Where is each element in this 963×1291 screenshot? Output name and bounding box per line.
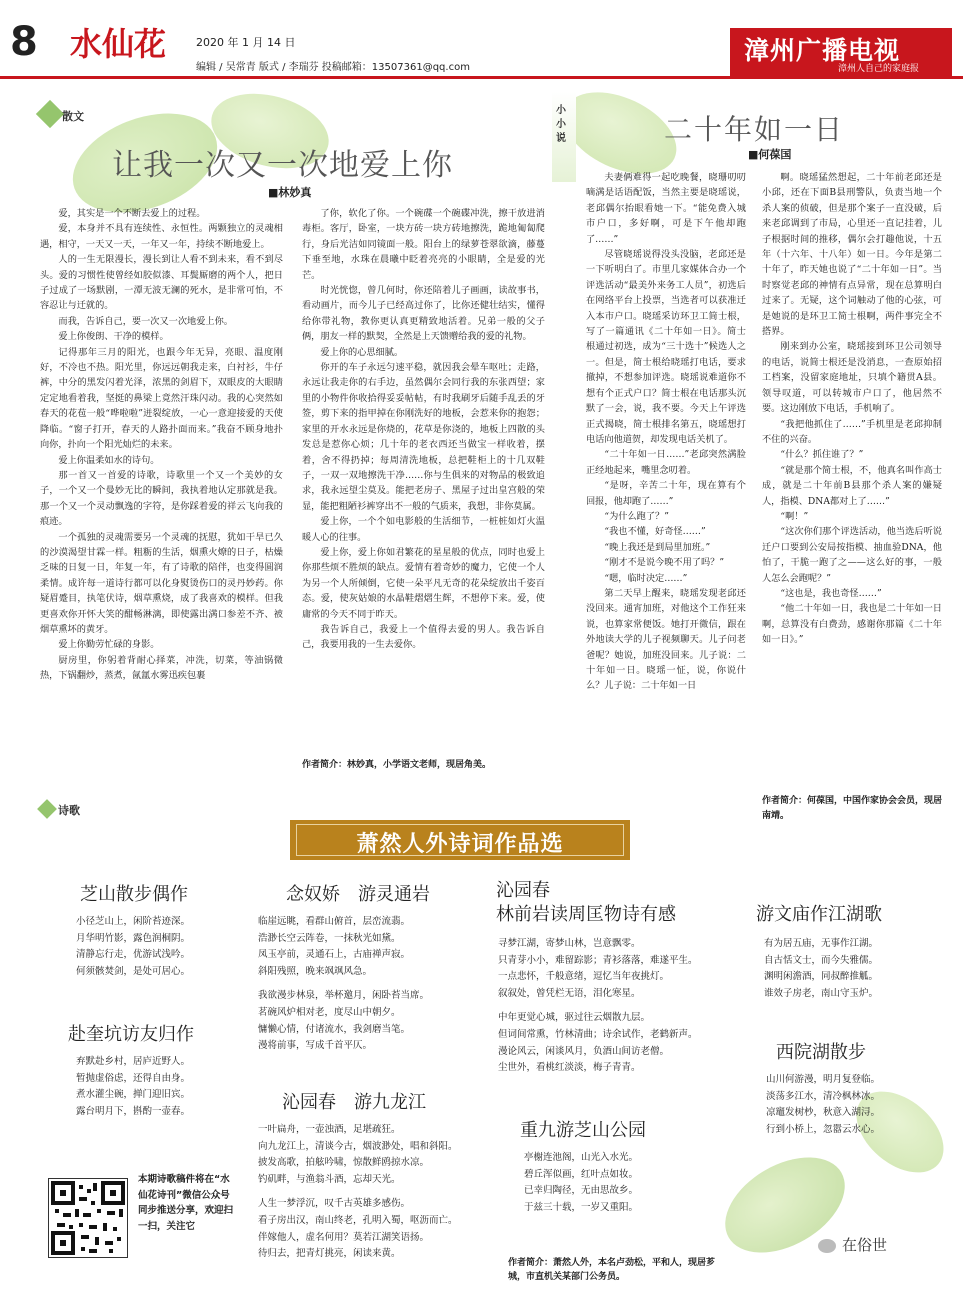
paragraph: 第二天早上醒来，晓瑶发现老邱还没回来。通宵加班，对他这个工作狂来说，也算家常便饭。她打开微信，跟在外地读大学的儿子视频聊天。儿子问老爸呢？她说，加班没回来。儿子说：二十年如一日。晓瑶一怔，说，你说什么？儿子说：二十年如一日 — [586, 587, 746, 692]
watermark-text: 在俗世 — [842, 1236, 888, 1254]
paragraph: 我告诉自己，我爱上一个值得去爱的男人。我告诉自己，我要用我的一生去爱你。 — [302, 623, 545, 651]
poem-line — [498, 1002, 698, 1010]
story-author-note: 作者简介：何葆国，中国作家协会会员，现居南靖。 — [762, 796, 943, 822]
essay-title: 让我一次又一次地爱上你 — [112, 148, 453, 183]
paragraph: “就是那个简士根，不，他真名叫作高士成，就是二十年前B县那个杀人案的嫌疑人，指模、DNA都对上了……” — [762, 464, 942, 507]
poem-line: 寻梦江湖，寄梦山林，岂意飘零。 — [498, 938, 641, 949]
paragraph: 爱上你，爱上你如君繁花的星星般的优点，同时也爱上你那些烦不胜烦的缺点。爱情有着奇妙的魔力，它使一个人为另一个人所倾倒，它使一朵平凡无奇的花朵绽放出千姿百态。爱，使灰姑娘的水晶鞋熠熠生辉，不想停下来。爱，使庸常的今天不同于昨天。 — [302, 546, 545, 620]
story-column-2 — [762, 170, 942, 648]
paragraph: “什么？抓住谁了？” — [780, 449, 864, 461]
paragraph: “为什么跑了？” — [604, 510, 669, 522]
paragraph: 爱上你温柔如水的诗句。 — [58, 454, 160, 466]
poem-subtitle: 林前岩读周匡物诗有感 — [496, 904, 676, 925]
story-author-note-box — [762, 794, 942, 825]
poem-line: 自古恬文士，而今失雅儒。 — [764, 954, 879, 966]
poem-line: 茗碗风炉相对老，度尽山中朝夕。 — [258, 1006, 401, 1018]
poem-line: 渊明闲澹酒，同叔醉推觚。 — [764, 971, 879, 983]
paragraph: “我也不懂，好奇怪……” — [604, 526, 706, 538]
wechat-icon — [818, 1239, 836, 1253]
poem-line: 尘世外，看桃红淡淡，梅子青青。 — [498, 1062, 641, 1074]
poem-line: 慵懒心情，付诸流水，我剑磨当笔。 — [258, 1023, 411, 1035]
wechat-watermark — [818, 1234, 887, 1255]
paragraph: “我把他抓住了……”手机里是老邱抑制不住的兴奋。 — [762, 418, 942, 445]
essay-section-tag: 散文 — [62, 110, 84, 123]
essay-column-1 — [40, 206, 283, 684]
paragraph: “嗯，临时决定……” — [604, 572, 688, 584]
poem-line: 何须骸焚剑，是处可居心。 — [76, 965, 191, 977]
poem-line: 煮水灌尘碗，掸门迎旧宾。 — [76, 1089, 191, 1101]
paragraph: “这也是，我也奇怪……” — [780, 587, 882, 599]
poem-line: 伴嫁他人，虚名何用？莫若江湖笑语扬。 — [258, 1231, 430, 1243]
poem-line: 小径芝山上，闲阶苔迹深。 — [76, 916, 191, 927]
story-section-tag: 小小说 — [556, 105, 566, 144]
paragraph: 你开的车子永远匀速平稳，就因我会晕车呕吐；走路，永远让我走你的右手边，虽然偶尔会同行我的东张西望；家里的小物件你收拾得妥妥帖帖，有时我刷牙后随手乱丢的牙签，剪下来的指甲掉在你刚洗好的地板，会惹来你的抱怨；家里的开水永远是你烧的，花草是你浇的，地板上四散的头发总是惹你心烦；几十年的老衣西还当做宝一样收着，摆着，舍不得扔掉；每周清洗地板，总把鞋柜上的十几双鞋子，一双一双地擦洗干净……你与生俱来的对物品的极致追求，我永远望尘莫及。能把老房子、黑屋子过出皇宫般的荣显，能把粗陋衫裤穿出不一般的气质来，我想，非你莫属。 — [302, 362, 545, 512]
paragraph: “啊！” — [780, 510, 809, 522]
poem-line: 碧丘浑似画，红叶点如妆。 — [524, 1168, 639, 1180]
poem-title: 赴奎坑访友归作 — [68, 1024, 194, 1045]
poem-line: 行到小桥上，忽嚣云水心。 — [766, 1123, 881, 1135]
paragraph: “他二十年如一日，我也是二十年如一日啊，总算没有白费劲，感谢你那篇《二十年如一日》。” — [762, 603, 942, 646]
story-author: ■何葆国 — [748, 148, 792, 161]
brand-slogan: 漳州人自己的家庭报 — [838, 64, 920, 74]
poem-line — [258, 1188, 458, 1196]
essay-column-2 — [302, 206, 545, 653]
poem-body — [76, 1054, 190, 1120]
poem-line: 临崖远眺，看群山俯首，层峦流翡。 — [258, 916, 411, 927]
essay-author-note: 作者简介：林妙真，小学语文老师，现居角美。 — [302, 760, 492, 770]
poem-body — [764, 936, 878, 1002]
editor-credit: 编辑 / 吴常青 版式 / 李瑞芬 投稿邮箱：13507361@qq.com — [196, 62, 470, 73]
poem-title: 芝山散步偶作 — [80, 884, 188, 905]
paragraph: 人的一生无限漫长，漫长到让人看不到未来，看不到尽头。爱的习惯性使曾经如胶似漆、耳鬓厮磨的两个人，把日子过成了一场默剧，一潭无波无澜的死水，是非常可怕，不容忍让与迁就的。 — [40, 254, 283, 312]
paragraph: 啊。晓瑶猛然想起，二十年前老邱还是小邱，还在下面B县刑警队，负责当地一个杀人案的侦破，但是那个案子一直没破，后来老邱调到了市局，心里还一直记挂着，儿子根据时间的推移，偶尔会打趣他说，十五年（十六年、十八年）如一日。今年是第二十年了，昨天她也说了“二十年如一日”。当时察觉老邱的神情有点异常，现在总算明白过来了。无疑，这个词触动了他的心弦，可是她说的是环卫工简士根啊，两件事完全不搭界。 — [762, 172, 942, 338]
poem-line: 我欲漫步林泉，举杯邀月，闲卧苔当席。 — [258, 990, 430, 1002]
poem-line: 只青芽小小，难留踪影；青衫落落，难遂平生。 — [498, 954, 698, 966]
poem-line: 于兹三十载，一岁又重阳。 — [524, 1201, 639, 1213]
poem-body — [258, 914, 429, 1055]
header-rule — [0, 76, 963, 79]
paragraph: 爱上你俊朗、干净的模样。 — [58, 331, 169, 343]
paragraph: 刚来到办公室，晓瑶接到环卫公司领导的电话，说简士根还是没消息，一查原始招工档案，没留家庭地址，只填个籍贯A县。领导叹道，可以转城市户口了，他居然不要。这边刚放下电话，手机响了。 — [762, 341, 942, 415]
paragraph: 而我，告诉自己，要一次又一次地爱上你。 — [58, 315, 233, 327]
poem-line: 一叶扁舟，一壶浊酒，足堪疏狂。 — [258, 1124, 401, 1135]
poem-title: 西院湖散步 — [776, 1042, 866, 1063]
poem-body — [76, 914, 190, 980]
leaf-icon — [36, 100, 64, 128]
paragraph: 记得那年三月的阳光，也跟今年无异，亮眼、温度刚好，不冷也不热。阳光里，你远远朝我走来，白衬衫，牛仔裤，中分的黑发闪着光泽，浓黑的剑眉下，双眼皮的大眼睛定定地看着我，坚挺的鼻梁上竟然汗珠闪动。我的心突然如春天的花苞一般“哗啦啦”迸裂绽放，一心一意迎接爱的天使降临。“窗子打开，春天的人路扑面而来。”我奋不顾身地扑向你，扑向一个阳光灿烂的未来。 — [40, 346, 283, 451]
poem-line: 浩渺长空云阵卷，一抹秋光如黛。 — [258, 932, 401, 944]
paragraph: 爱上你的心思细腻。 — [320, 346, 404, 358]
paragraph: “这次你们那个评选活动，他当选后听说迁户口要到公安局按指模、抽血验DNA，他怕了，干脆一跑了之——这么好的事，一般人怎么会跑呢？” — [762, 526, 942, 584]
story-title: 二十年如一日 — [664, 113, 845, 146]
poem-line — [258, 980, 429, 988]
poem-title: 沁园春 — [496, 880, 550, 901]
page-number: 8 — [10, 19, 38, 65]
poem-line: 凤玉亭前，灵通石上，古庙禅声寂。 — [258, 949, 411, 961]
paragraph: 一个孤独的灵魂需要另一个灵魂的抚慰，犹如干旱已久的沙漠渴望甘霖一样。粗粝的生活，烟熏火燎的日子，枯燥乏味的日复一日，年复一年，有了诗歌的陪伴，也变得圆润柔情。成许每一道诗行都可以化身熨烫伤口的灵丹妙药。你疑眉蹙目，执笔伏诗，烟草熏烧，成了我喜欢的模样。但我更喜欢你开怀大笑的酣畅淋漓，即使露出满口参差不齐、被烟草熏坏的黄牙。 — [40, 531, 283, 635]
paragraph: “是呀，辛苦二十年，现在算有个回报，他却跑了……” — [586, 480, 746, 507]
poem-line: 钓矶畔，与渔翁斗酒，忘却天光。 — [258, 1173, 401, 1185]
poetry-author-note: 作者简介：萧然人外，本名卢劲松，平和人，现居芗城，市直机关某部门公务员。 — [508, 1258, 716, 1282]
poem-line: 凉竈发树杪，秋意入湖浔。 — [766, 1107, 881, 1119]
poetry-banner-title: 萧然人外诗词作品选 — [356, 831, 564, 857]
paragraph: “刚才不是说今晚不用了吗？” — [604, 557, 725, 569]
paragraph: 尽管晓瑶说得没头没脑，老邱还是一下听明白了。市里几家媒体合办一个评选活动“最美外来务工人员”，初选后在网络平台上投票，当选者可以获准迁入本市户口。晓瑶采访环卫工简士根，写了一篇通讯《二十年如一日》。简士根通过初选，成为“三十选十”候选人之一。但是，简士根给晓瑶打电话，要求撤掉，不想参加评选。晓瑶说难道你不想有个正式户口？简士根在电话那头沉默了一会，说，我不要。今天上午评选正式揭晓，简士根排名第五，晓瑶想打电话向他道贺，却发现电话关机了。 — [586, 249, 746, 445]
paragraph: 厨房里，你躬着背耐心择菜，冲洗，切菜，等油锅微热，下锅翻炒，蒸煮，氤氲水雾迅疾包裹 — [40, 654, 283, 682]
poem-line: 已幸归陶径，无由思故乡。 — [524, 1185, 639, 1197]
qr-code[interactable] — [48, 1178, 128, 1258]
poem-line: 一点悲怀，千般意绪，逗忆当年夜挑灯。 — [498, 971, 670, 983]
section-name: 水仙花 — [70, 25, 167, 63]
poem-title: 游文庙作江湖歌 — [756, 904, 882, 925]
paragraph: 爱上你，一个个如电影般的生活细节，一桩桩如灯火温暖人心的往事。 — [302, 516, 545, 543]
poem-body — [498, 936, 698, 1077]
poem-body — [258, 1122, 458, 1263]
poem-line: 待归去，把青灯挑亮，闲读来黄。 — [258, 1248, 401, 1260]
poem-line: 亭榭连池阁，山光入水光。 — [524, 1152, 639, 1163]
poem-line: 暂抛虚俗虑，还得自由身。 — [76, 1072, 191, 1084]
paragraph: “晚上我还是到局里加班。” — [604, 541, 711, 553]
poem-line: 淡荡多江水，清冷枫林冰。 — [766, 1090, 881, 1102]
leaf-icon — [37, 799, 57, 819]
poem-line: 中年更觉心城，驱过往云烟散九层。 — [498, 1012, 651, 1024]
poem-line: 披发高歌，拍舷吟啸，惊散鲜鸥掠水凉。 — [258, 1157, 430, 1169]
story-column-1 — [586, 170, 746, 694]
paragraph: 爱上你勤劳忙碌的身影。 — [58, 639, 160, 651]
paragraph: 了你，软化了你。一个碗碟一个碗碟冲洗，擦干放进消毒柜。客厅，卧室，一块方砖一块方砖地擦洗，跪地匍匐爬行，身后光洁如同镜面一般。阳台上的绿萝苍翠欲滴，藤蔓下垂至地，水珠在晨曦中眨着亮亮的小眼睛，全是爱的光芒。 — [302, 208, 545, 281]
poem-line: 露台明月下，斟酌一壶春。 — [76, 1105, 191, 1117]
poem-line: 清静忘行走，优游试浅吟。 — [76, 949, 191, 961]
poem-title: 重九游芝山公园 — [520, 1120, 646, 1141]
poem-title: 念奴娇 游灵通岩 — [286, 884, 430, 905]
poem-line: 人生一梦浮沉，叹千古英雄多感伤。 — [258, 1198, 411, 1210]
paragraph: 时光恍惚，曾几何时，你还陪着儿子画画，读故事书，看动画片，而今儿子已经高过你了，比你还健壮结实，懂得给你带礼物，教你更认真更精致地活着。兄弟一般的父子俩，朋友一样的默契，全然是上天馈赠给我的爱的礼物。 — [302, 285, 545, 343]
paragraph: 夫妻俩难得一起吃晚餐，晓珊叨叨嘀满是话语配饭，当然主要是晓瑶说，老邱偶尔抬眼看她一下。“能免费入城市户口，多好啊，可是下午他却跑了……” — [586, 172, 746, 245]
poem-title: 沁园春 游九龙江 — [282, 1092, 426, 1113]
poem-body — [766, 1072, 880, 1138]
poem-line: 向九龙江上，清谈今古，烟波渺处，唱和斜阳。 — [258, 1140, 458, 1152]
poem-line: 漫将前事，写成千首平仄。 — [258, 1040, 373, 1052]
qr-caption: 本期诗歌稿件将在“水仙花诗刊”微信公众号同步推送分享，欢迎扫一扫，关注它 — [138, 1174, 234, 1232]
essay-author: ■林妙真 — [268, 186, 312, 199]
poem-line: 有为居五庙，无事作江湖。 — [764, 938, 879, 949]
poem-line: 但词间常熏，竹林清曲；诗余试作，老鹤新声。 — [498, 1028, 698, 1040]
paragraph: 那一首又一首爱的诗歌，诗歌里一个又一个美妙的女子，一个又一个曼妙无比的瞬间，我执着地认定那就是我。那一个又一个灵动飘逸的字符，是你踩着爱的祥云飞向我的痕迹。 — [40, 469, 283, 528]
poem-line: 漫论风云，闲谈风月，负酒山间访老僧。 — [498, 1045, 670, 1057]
poem-line: 叙叙处，曾凭栏无语，泪化寒星。 — [498, 987, 641, 999]
paragraph: “二十年如一日……”老邱突然满脸正经地起来，嘴里念叨着。 — [586, 449, 746, 476]
poem-line: 弃默赴乡村，居庐近野人。 — [76, 1056, 191, 1067]
brand-name: 漳州广播电视 — [744, 36, 901, 65]
poem-line: 月华明竹影，露色润桐阴。 — [76, 932, 191, 944]
poem-body — [524, 1150, 638, 1216]
qr-code-icon — [49, 1179, 127, 1257]
poem-line: 谁效子房老，南山守玉炉。 — [764, 987, 879, 999]
paragraph: 爱，本身并不具有连续性、永恒性。两颗独立的灵魂相遇，相守，一天又一天，一年又一年，持续不断地爱上。 — [40, 223, 283, 250]
issue-date: 2020 年 1 月 14 日 — [196, 36, 296, 49]
poem-line: 看子房出汉，南山终老，孔明入蜀，呕沥而亡。 — [258, 1214, 458, 1226]
essay-author-note-box — [302, 758, 545, 773]
poem-line: 山川何游漫，明月复登临。 — [766, 1074, 881, 1085]
paragraph: 爱，其实是一个不断去爱上的过程。 — [58, 208, 206, 219]
poetry-section-tag: 诗歌 — [58, 804, 80, 817]
poem-line: 斜阳残照，晚来飒飒风急。 — [258, 965, 373, 977]
